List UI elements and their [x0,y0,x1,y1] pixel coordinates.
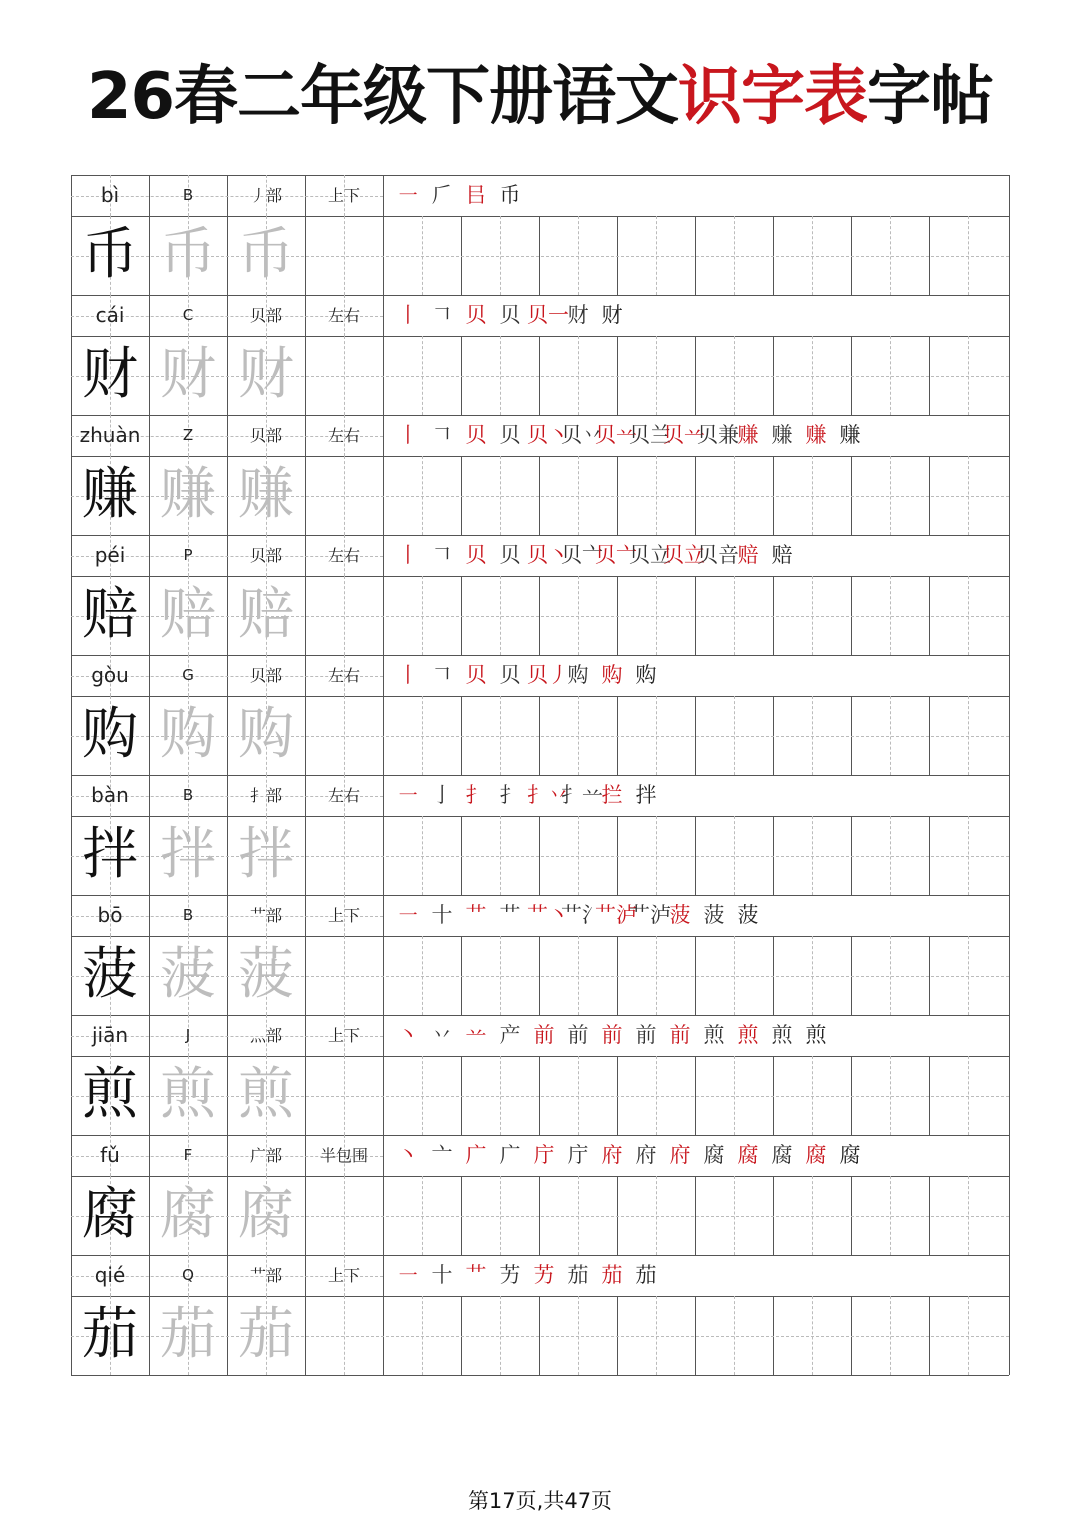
writing-cell[interactable] [305,1296,383,1375]
pinyin-text: bō [97,903,123,927]
stroke-step: 购 [635,663,657,687]
stroke-step: ㇐ [397,1263,419,1287]
stroke-step: 煎 [737,1023,759,1047]
writing-cell[interactable] [383,1176,461,1255]
writing-cell[interactable] [539,216,617,295]
stroke-step: 煎 [703,1023,725,1047]
stroke-step: 扌 [499,783,521,807]
writing-cell[interactable] [383,336,461,415]
stroke-step: 贝立 [629,543,671,567]
writing-cell[interactable] [383,816,461,895]
stroke-step: 𠃍 [431,423,453,447]
writing-cell[interactable] [929,216,1007,295]
writing-cell[interactable] [773,696,851,775]
pinyin-text: zhuàn [79,423,141,447]
col-border [1009,1015,1010,1135]
stroke-step: 煎 [805,1023,827,1047]
pinyin-text: gòu [91,663,129,687]
stroke-step: 广 [465,1143,487,1167]
trace-character: 财 [238,342,294,407]
stroke-order [391,295,629,336]
stroke-step: 贝兰 [629,423,671,447]
model-character: 腐 [82,1182,138,1247]
writing-cell[interactable] [383,216,461,295]
writing-cell[interactable] [851,336,929,415]
writing-cell[interactable] [539,816,617,895]
stroke-step: 亅 [431,783,453,807]
model-character: 菠 [82,942,138,1007]
writing-cell[interactable] [617,1176,695,1255]
stroke-step: 扌 [465,783,487,807]
writing-cell[interactable] [617,696,695,775]
practice-sheet [71,175,1009,1378]
writing-cell[interactable] [617,576,695,655]
stroke-step: 茄 [635,1263,657,1287]
stroke-step: 府 [635,1143,657,1167]
pinyin-text: qié [94,1263,126,1287]
writing-cell[interactable] [695,1296,773,1375]
writing-cell[interactable] [305,816,383,895]
stroke-order [391,415,867,456]
stroke-step: 赚 [771,423,793,447]
writing-cell[interactable] [695,936,773,1015]
structure-text: 上下 [327,1026,360,1045]
stroke-order [391,1135,867,1176]
radical-text: 贝部 [249,306,282,325]
stroke-step: 贝一 [527,303,569,327]
stroke-step: 财 [567,303,589,327]
writing-cell[interactable] [383,576,461,655]
page-title [0,45,1080,137]
writing-cell[interactable] [695,216,773,295]
stroke-step: 赚 [737,423,759,447]
initial-letter: B [182,786,194,804]
writing-cell[interactable] [851,216,929,295]
stroke-step: 菠 [669,903,691,927]
col-border [1009,895,1010,1015]
stroke-step: 丶 [397,1143,419,1167]
stroke-step: 艹 [465,903,487,927]
writing-cell[interactable] [461,216,539,295]
writing-cell[interactable] [617,816,695,895]
writing-cell[interactable] [773,936,851,1015]
trace-character: 拌 [238,822,294,887]
stroke-step: 赚 [839,423,861,447]
initial-letter: P [183,546,193,564]
writing-cell[interactable] [851,456,929,535]
stroke-step: 腐 [737,1143,759,1167]
col-border [1009,655,1010,775]
stroke-step: ㇐ [397,903,419,927]
stroke-order [391,535,799,576]
radical-text: 贝部 [249,426,282,445]
row-border [71,1375,1009,1376]
structure-text: 上下 [327,906,360,925]
writing-cell[interactable] [617,216,695,295]
radical-text: 广部 [249,1146,282,1165]
writing-cell[interactable] [461,1296,539,1375]
writing-cell[interactable] [461,456,539,535]
writing-cell[interactable] [695,816,773,895]
radical-text: 扌部 [249,786,282,805]
stroke-step: 𠃍 [431,543,453,567]
model-character: 币 [82,222,138,287]
stroke-step: 十 [431,1263,453,1287]
col-border [1009,295,1010,415]
stroke-step: 腐 [771,1143,793,1167]
writing-cell[interactable] [695,456,773,535]
stroke-order [391,1015,833,1056]
radical-text: 艹部 [249,906,282,925]
stroke-step: 艹泸 [629,903,671,927]
stroke-step: 贝 [499,663,521,687]
stroke-step: 丨 [397,543,419,567]
stroke-order [391,895,765,936]
writing-cell[interactable] [539,456,617,535]
col-border [1009,1135,1010,1255]
stroke-step: 广 [499,1143,521,1167]
initial-letter: G [182,666,194,684]
stroke-step: ㇐ [397,183,419,207]
trace-character: 币 [160,222,216,287]
trace-character: 煎 [160,1062,216,1127]
stroke-step: 贝 [499,543,521,567]
pinyin-text: cái [95,303,125,327]
stroke-step: 府 [669,1143,691,1167]
writing-cell[interactable] [773,816,851,895]
trace-character: 腐 [160,1182,216,1247]
stroke-step: 产 [499,1023,521,1047]
trace-character: 赚 [160,462,216,527]
stroke-step: 菠 [703,903,725,927]
radical-text: 灬部 [249,1026,282,1045]
initial-letter: J [185,1026,191,1044]
stroke-step: 艹氵 [561,903,603,927]
structure-text: 左右 [327,546,360,565]
col-border [1009,415,1010,535]
stroke-step: 府 [601,1143,623,1167]
pinyin-text: bì [100,183,120,207]
pinyin-text: jiān [91,1023,129,1047]
writing-cell[interactable] [305,576,383,655]
stroke-step: 扌丷 [527,783,569,807]
initial-letter: B [182,186,194,204]
writing-cell[interactable] [773,1056,851,1135]
trace-character: 腐 [238,1182,294,1247]
trace-character: 菠 [160,942,216,1007]
writing-cell[interactable] [461,696,539,775]
writing-cell[interactable] [851,1056,929,1135]
radical-text: 艹部 [249,1266,282,1285]
model-character: 煎 [82,1062,138,1127]
stroke-order [391,655,663,696]
structure-text: 左右 [327,426,360,445]
stroke-step: 丷 [431,1023,453,1047]
trace-character: 赚 [238,462,294,527]
structure-text: 上下 [327,186,360,205]
stroke-step: 购 [601,663,623,687]
stroke-step: 前 [567,1023,589,1047]
model-character: 茄 [82,1302,138,1367]
stroke-step: 贝䒑 [663,423,705,447]
writing-cell[interactable] [773,1176,851,1255]
col-border [1009,775,1010,895]
title-highlight: 识字表 [678,60,868,134]
initial-letter: B [182,906,194,924]
writing-cell[interactable] [929,576,1007,655]
stroke-step: ㇐ [397,783,419,807]
writing-cell[interactable] [929,336,1007,415]
writing-cell[interactable] [539,696,617,775]
structure-text: 左右 [327,306,360,325]
structure-text: 半包围 [319,1146,368,1165]
writing-cell[interactable] [773,1296,851,1375]
writing-cell[interactable] [539,1056,617,1135]
stroke-step: 贝立 [663,543,705,567]
writing-cell[interactable] [695,576,773,655]
trace-character: 币 [238,222,294,287]
trace-character: 煎 [238,1062,294,1127]
writing-cell[interactable] [461,1056,539,1135]
stroke-step: 贝亠 [561,543,603,567]
writing-cell[interactable] [695,336,773,415]
stroke-step: 贝丶 [527,543,569,567]
stroke-step: 䒑 [465,1023,487,1047]
writing-cell[interactable] [383,1296,461,1375]
writing-cell[interactable] [773,576,851,655]
model-character: 财 [82,342,138,407]
model-character: 拌 [82,822,138,887]
stroke-order [391,775,663,816]
writing-cell[interactable] [305,1056,383,1135]
col-border [1009,1255,1010,1375]
stroke-step: 币 [499,183,521,207]
writing-cell[interactable] [929,1176,1007,1255]
writing-cell[interactable] [929,936,1007,1015]
writing-cell[interactable] [305,336,383,415]
page-number: 第17页,共47页 [467,1489,613,1513]
stroke-step: 扌䒑 [561,783,603,807]
stroke-step: 贝兼 [697,423,739,447]
writing-cell[interactable] [851,1176,929,1255]
title-part-3: 字帖 [867,60,994,134]
writing-cell[interactable] [617,456,695,535]
writing-cell[interactable] [305,456,383,535]
stroke-step: 艹 [499,903,521,927]
stroke-step: 拌 [635,783,657,807]
model-character: 赚 [82,462,138,527]
writing-cell[interactable] [305,936,383,1015]
stroke-step: 贝 [499,423,521,447]
writing-cell[interactable] [461,816,539,895]
pinyin-text: fǔ [100,1143,120,1167]
writing-cell[interactable] [539,1176,617,1255]
pinyin-text: péi [94,543,126,567]
writing-cell[interactable] [617,1056,695,1135]
stroke-step: 茄 [567,1263,589,1287]
writing-cell[interactable] [851,696,929,775]
structure-text: 左右 [327,786,360,805]
writing-cell[interactable] [773,456,851,535]
stroke-step: 丨 [397,303,419,327]
stroke-step: 贝丷 [561,423,603,447]
stroke-step: 㠯 [465,183,487,207]
stroke-step: 丨 [397,663,419,687]
writing-cell[interactable] [383,936,461,1015]
stroke-step: 艻 [533,1263,555,1287]
trace-character: 购 [160,702,216,767]
writing-cell[interactable] [929,696,1007,775]
stroke-step: 艻 [499,1263,521,1287]
writing-cell[interactable] [617,936,695,1015]
stroke-step: 贝 [465,303,487,327]
stroke-step: 贝䒑 [595,423,637,447]
stroke-step: 丨 [397,423,419,447]
stroke-step: 前 [669,1023,691,1047]
stroke-step: 前 [601,1023,623,1047]
trace-character: 赔 [238,582,294,647]
stroke-step: 购 [567,663,589,687]
stroke-step: 𠃍 [431,303,453,327]
writing-cell[interactable] [695,1056,773,1135]
writing-cell[interactable] [539,936,617,1015]
stroke-step: 赚 [805,423,827,447]
stroke-step: 腐 [703,1143,725,1167]
writing-cell[interactable] [461,336,539,415]
radical-text: 丿部 [249,186,282,205]
stroke-step: 贝 [465,663,487,687]
stroke-step: 贝 [465,423,487,447]
writing-cell[interactable] [383,456,461,535]
writing-cell[interactable] [773,336,851,415]
stroke-step: 艹丶 [527,903,569,927]
stroke-step: 腐 [839,1143,861,1167]
trace-character: 茄 [238,1302,294,1367]
stroke-step: 前 [635,1023,657,1047]
writing-cell[interactable] [851,1296,929,1375]
writing-cell[interactable] [305,1176,383,1255]
stroke-step: 贝亠 [595,543,637,567]
stroke-order [391,1255,663,1296]
radical-text: 贝部 [249,546,282,565]
trace-character: 财 [160,342,216,407]
writing-cell[interactable] [305,216,383,295]
stroke-step: 贝丿 [527,663,569,687]
stroke-step: 艹 [465,1263,487,1287]
stroke-step: 贝 [465,543,487,567]
writing-cell[interactable] [695,1176,773,1255]
initial-letter: Q [182,1266,194,1284]
writing-cell[interactable] [929,1296,1007,1375]
model-character: 购 [82,702,138,767]
writing-cell[interactable] [851,816,929,895]
writing-cell[interactable] [383,1056,461,1135]
writing-cell[interactable] [461,1176,539,1255]
trace-character: 拌 [160,822,216,887]
writing-cell[interactable] [461,576,539,655]
writing-cell[interactable] [851,936,929,1015]
stroke-step: 腐 [805,1143,827,1167]
stroke-step: 菠 [737,903,759,927]
stroke-step: 𠃍 [431,663,453,687]
stroke-step: 丶 [397,1023,419,1047]
writing-cell[interactable] [383,696,461,775]
stroke-step: 艹泸 [595,903,637,927]
trace-character: 购 [238,702,294,767]
stroke-step: 贝丶 [527,423,569,447]
radical-text: 贝部 [249,666,282,685]
stroke-step: 庁 [567,1143,589,1167]
stroke-step: 茄 [601,1263,623,1287]
title-part-1: 26春二年级下册语文 [86,60,679,134]
col-border [1009,175,1010,295]
stroke-step: 拦 [601,783,623,807]
trace-character: 菠 [238,942,294,1007]
structure-text: 左右 [327,666,360,685]
writing-cell[interactable] [539,336,617,415]
trace-character: 茄 [160,1302,216,1367]
writing-cell[interactable] [773,216,851,295]
initial-letter: F [183,1146,193,1164]
stroke-step: 财 [601,303,623,327]
writing-cell[interactable] [305,696,383,775]
stroke-step: 亠 [431,1143,453,1167]
trace-character: 赔 [160,582,216,647]
structure-text: 上下 [327,1266,360,1285]
writing-cell[interactable] [539,576,617,655]
stroke-step: 𠂆 [431,183,453,207]
stroke-step: 贝 [499,303,521,327]
stroke-step: 庁 [533,1143,555,1167]
writing-cell[interactable] [851,576,929,655]
writing-cell[interactable] [929,816,1007,895]
col-border [1009,535,1010,655]
stroke-step: 赔 [737,543,759,567]
stroke-step: 赔 [771,543,793,567]
writing-cell[interactable] [695,696,773,775]
stroke-step: 前 [533,1023,555,1047]
stroke-step: 贝咅 [697,543,739,567]
stroke-order [391,175,527,216]
writing-cell[interactable] [539,1296,617,1375]
initial-letter: C [182,306,194,324]
model-character: 赔 [82,582,138,647]
initial-letter: Z [182,426,194,444]
pinyin-text: bàn [91,783,129,807]
writing-cell[interactable] [929,1056,1007,1135]
stroke-step: 煎 [771,1023,793,1047]
writing-cell[interactable] [617,1296,695,1375]
writing-cell[interactable] [929,456,1007,535]
stroke-step: 十 [431,903,453,927]
writing-cell[interactable] [617,336,695,415]
writing-cell[interactable] [461,936,539,1015]
